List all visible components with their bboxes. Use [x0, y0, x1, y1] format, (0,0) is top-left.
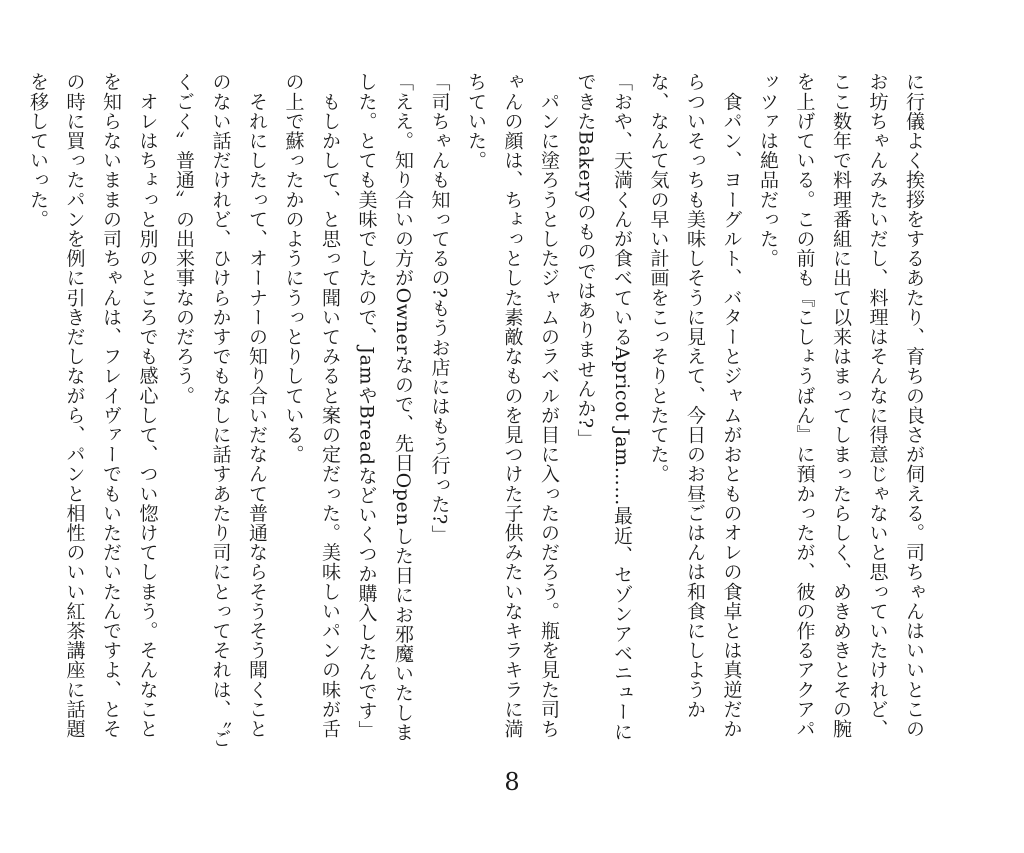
paragraph: 「ええ。知り合いの方がOwnerなので、先日Openした日にお邪魔いたしました。とても美味でしたので、JamやBreadなどいくつか購入したんです」: [355, 72, 414, 742]
paragraph: オレはちょっと別のところでも感心して、つい惚けてしまう。そんなことを知らないままの司ちゃんは、フレイヴァーでもいただいたんですよ、とその時に買ったパンを例に引きだしながら、パンと相性のいい紅茶講座に話題を移していった。: [27, 72, 159, 739]
paragraph: 「司ちゃんも知ってるの?もうお店にはもう行った?」: [428, 72, 451, 545]
paragraph: に行儀よく挨拶をするあたり、育ちの良さが伺える。司ちゃんはいいとこのお坊ちゃんみたいだし、料理はそんなに得意じゃないと思っていたけれど、ここ数年で料理番組に出て以来はまってしまったらしく、めきめきとその腕を上げている。この前も『こしょうばん』に預かったが、彼の作るアクアパッツァは絶品だった。: [757, 72, 925, 739]
vertical-text-body: [27, 72, 932, 752]
paragraph: パンに塗ろうとしたジャムのラベルが目に入ったのだろう。瓶を見た司ちゃんの顔は、ちょっとした素敵なものを見つけた子供みたいなキラキラに満ちていた。: [465, 72, 560, 739]
paragraph: 「おや、天満くんが食べているApricot Jam……最近、セゾンアベニューにできたBakeryのものではありませんか?」: [574, 72, 633, 742]
page-number: 8: [504, 768, 520, 796]
paragraph: もしかして、と思って聞いてみると案の定だった。美味しいパンの味が舌の上で蘇ったかのようにうっとりしている。: [282, 72, 341, 739]
paragraph: それにしたって、オーナーの知り合いだなんて普通ならそうそう聞くことのない話だけれど、ひけらかすでもなしに話すあたり司にとってそれは、〝ごくごく〟普通〟の出来事なのだろう。: [173, 72, 268, 749]
paragraph: 食パン、ヨーグルト、バターとジャムがおとものオレの食卓とは真逆だからついそっちも美味しそうに見えて、今日のお昼ごはんは和食にしようかな、なんて気の早い計画をこっそりとたてた。: [647, 72, 743, 739]
